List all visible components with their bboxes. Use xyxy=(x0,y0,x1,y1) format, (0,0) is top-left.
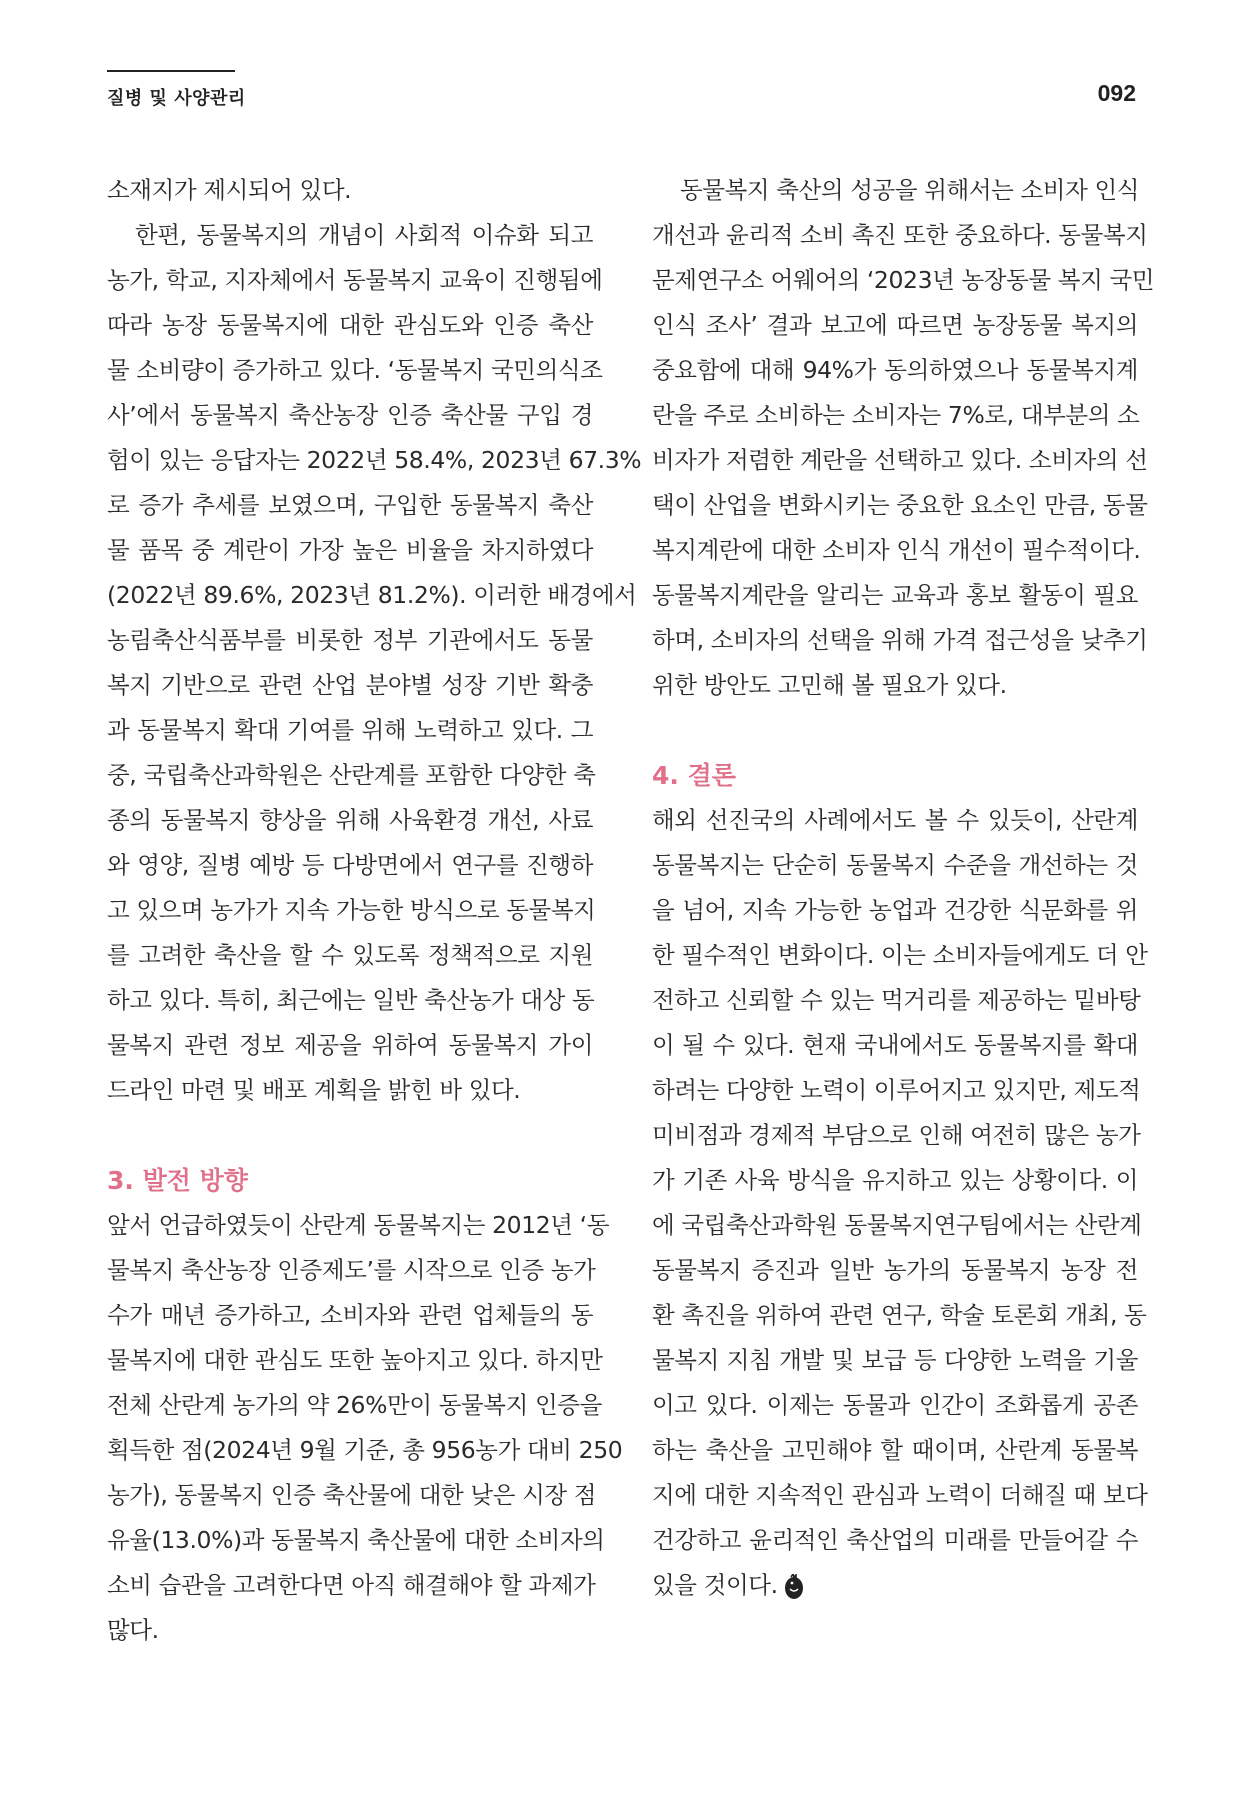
text-line: 물복지 지침 개발 및 보급 등 다양한 노력을 기울 xyxy=(652,1346,1138,1374)
section-4-heading: 4. 결론 xyxy=(652,761,736,790)
hen-end-mark-icon xyxy=(784,1574,804,1600)
text-line: 소재지가 제시되어 있다. xyxy=(107,176,352,204)
text-line: 획득한 점(2024년 9월 기준, 총 956농가 대비 250 xyxy=(107,1436,623,1464)
text-line: 하는 축산을 고민해야 할 때이며, 산란계 동물복 xyxy=(652,1436,1138,1464)
text-line: 인식 조사’ 결과 보고에 따르면 농장동물 복지의 xyxy=(652,311,1138,339)
text-line: 란을 주로 소비하는 소비자는 7%로, 대부분의 소 xyxy=(652,401,1140,429)
text-line: 수가 매년 증가하고, 소비자와 관련 업체들의 동 xyxy=(107,1301,593,1329)
text-line: 해외 선진국의 사례에서도 볼 수 있듯이, 산란계 xyxy=(652,806,1138,834)
text-line: 농림축산식품부를 비롯한 정부 기관에서도 동물 xyxy=(107,626,593,654)
text-line: 전체 산란계 농가의 약 26%만이 동물복지 인증을 xyxy=(107,1391,602,1419)
text-line: 건강하고 윤리적인 축산업의 미래를 만들어갈 수 xyxy=(652,1526,1138,1554)
right-body-text xyxy=(652,168,1155,708)
text-line: 이고 있다. 이제는 동물과 인간이 조화롭게 공존 xyxy=(652,1391,1138,1419)
text-line: 문제연구소 어웨어의 ‘2023년 농장동물 복지 국민 xyxy=(652,266,1155,294)
text-line: 동물복지 증진과 일반 농가의 동물복지 농장 전 xyxy=(652,1256,1138,1284)
text-line: 물복지에 대한 관심도 또한 높아지고 있다. 하지만 xyxy=(107,1346,603,1374)
text-line: 을 넘어, 지속 가능한 농업과 건강한 식문화를 위 xyxy=(652,896,1138,924)
text-line: (2022년 89.6%, 2023년 81.2%). 이러한 배경에서 xyxy=(107,581,637,609)
text-line: 물 소비량이 증가하고 있다. ‘동물복지 국민의식조 xyxy=(107,356,603,384)
text-line: 유율(13.0%)과 동물복지 축산물에 대한 소비자의 xyxy=(107,1526,605,1554)
text-line: 종의 동물복지 향상을 위해 사육환경 개선, 사료 xyxy=(107,806,593,834)
text-line: 환 촉진을 위하여 관련 연구, 학술 토론회 개최, 동 xyxy=(652,1301,1147,1329)
text-line: 한 필수적인 변화이다. 이는 소비자들에게도 더 안 xyxy=(652,941,1148,969)
text-line: 하며, 소비자의 선택을 위해 가격 접근성을 낮추기 xyxy=(652,626,1148,654)
text-line: 물 품목 중 계란이 가장 높은 비율을 차지하였다 xyxy=(107,536,593,564)
page-number: 092 xyxy=(1097,80,1136,106)
text-line: 험이 있는 응답자는 2022년 58.4%, 2023년 67.3% xyxy=(107,446,642,474)
running-header: 질병 및 사양관리 xyxy=(107,88,246,109)
text-line: 따라 농장 동물복지에 대한 관심도와 인증 축산 xyxy=(107,311,593,339)
paragraph-gap xyxy=(107,1113,593,1158)
section-3-body xyxy=(107,1203,623,1653)
text-line: 복지 기반으로 관련 산업 분야별 성장 기반 확충 xyxy=(107,671,593,699)
text-line: 택이 산업을 변화시키는 중요한 요소인 만큼, 동물 xyxy=(652,491,1148,519)
text-line: 하고 있다. 특히, 최근에는 일반 축산농가 대상 동 xyxy=(107,986,595,1014)
text-line: 한편, 동물복지의 개념이 사회적 이슈화 되고 xyxy=(135,221,593,249)
text-line: 를 고려한 축산을 할 수 있도록 정책적으로 지원 xyxy=(107,941,593,969)
text-line: 하려는 다양한 노력이 이루어지고 있지만, 제도적 xyxy=(652,1076,1141,1104)
text-line: 이 될 수 있다. 현재 국내에서도 동물복지를 확대 xyxy=(652,1031,1138,1059)
text-line: 전하고 신뢰할 수 있는 먹거리를 제공하는 밑바탕 xyxy=(652,986,1141,1014)
section-4-body xyxy=(652,798,1148,1608)
left-column xyxy=(107,168,642,1653)
text-line: 복지계란에 대한 소비자 인식 개선이 필수적이다. xyxy=(652,536,1141,564)
text-line: 개선과 윤리적 소비 촉진 또한 중요하다. 동물복지 xyxy=(652,221,1148,249)
text-line: 앞서 언급하였듯이 산란계 동물복지는 2012년 ‘동 xyxy=(107,1211,610,1239)
text-line: 비자가 저렴한 계란을 선택하고 있다. 소비자의 선 xyxy=(652,446,1148,474)
text-line: 로 증가 추세를 보였으며, 구입한 동물복지 축산 xyxy=(107,491,593,519)
text-line: 위한 방안도 고민해 볼 필요가 있다. xyxy=(652,671,1007,699)
text-line: 중, 국립축산과학원은 산란계를 포함한 다양한 축 xyxy=(107,761,596,789)
text-line: 농가), 동물복지 인증 축산물에 대한 낮은 시장 점 xyxy=(107,1481,597,1509)
text-line: 에 국립축산과학원 동물복지연구팀에서는 산란계 xyxy=(652,1211,1142,1239)
text-line: 고 있으며 농가가 지속 가능한 방식으로 동물복지 xyxy=(107,896,596,924)
text-line: 과 동물복지 확대 기여를 위해 노력하고 있다. 그 xyxy=(107,716,593,744)
text-line: 동물복지는 단순히 동물복지 수준을 개선하는 것 xyxy=(652,851,1138,879)
text-line: 사’에서 동물복지 축산농장 인증 축산물 구입 경 xyxy=(107,401,593,429)
text-line: 중요함에 대해 94%가 동의하였으나 동물복지계 xyxy=(652,356,1138,384)
text-line: 드라인 마련 및 배포 계획을 밝힌 바 있다. xyxy=(107,1076,521,1104)
text-line: 많다. xyxy=(107,1616,159,1644)
text-line: 동물복지계란을 알리는 교육과 홍보 활동이 필요 xyxy=(652,581,1138,609)
text-line: 소비 습관을 고려한다면 아직 해결해야 할 과제가 xyxy=(107,1571,596,1599)
text-line: 농가, 학교, 지자체에서 동물복지 교육이 진행됨에 xyxy=(107,266,603,294)
text-line: 미비점과 경제적 부담으로 인해 여전히 많은 농가 xyxy=(652,1121,1141,1149)
header-rule xyxy=(107,70,235,72)
text-line: 물복지 축산농장 인증제도’를 시작으로 인증 농가 xyxy=(107,1256,596,1284)
paragraph-gap xyxy=(652,708,1138,753)
text-line: 가 기존 사육 방식을 유지하고 있는 상황이다. 이 xyxy=(652,1166,1138,1194)
section-3-heading: 3. 발전 방향 xyxy=(107,1166,248,1195)
text-line: 있을 것이다. xyxy=(652,1563,1138,1608)
right-column xyxy=(652,168,1155,1608)
text-line: 와 영양, 질병 예방 등 다방면에서 연구를 진행하 xyxy=(107,851,593,879)
text-line: 동물복지 축산의 성공을 위해서는 소비자 인식 xyxy=(680,176,1140,204)
text-line: 지에 대한 지속적인 관심과 노력이 더해질 때 보다 xyxy=(652,1481,1148,1509)
text-line: 물복지 관련 정보 제공을 위하여 동물복지 가이 xyxy=(107,1031,593,1059)
left-body-text xyxy=(107,168,642,1113)
